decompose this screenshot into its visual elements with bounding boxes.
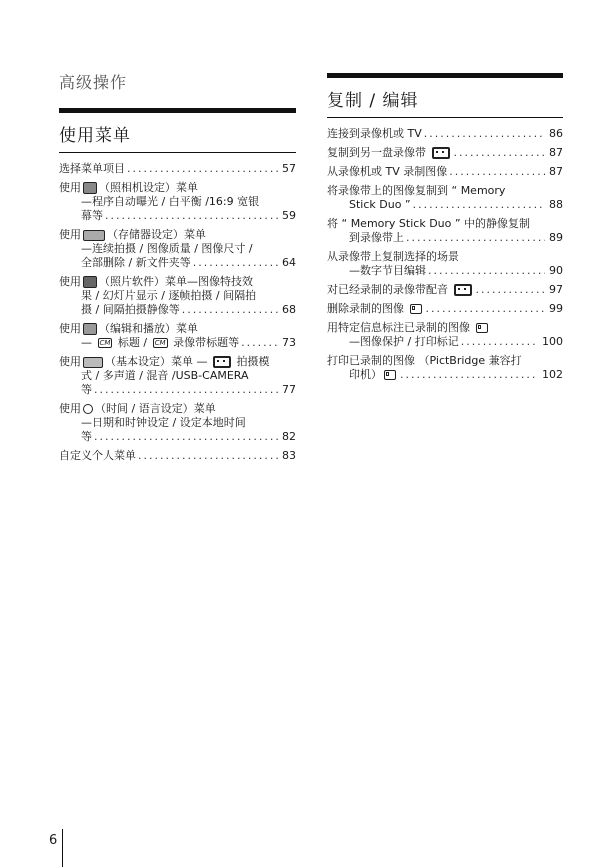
line-text <box>327 217 530 231</box>
page-ref[interactable]: 57 <box>282 162 296 175</box>
left-entries <box>59 162 296 463</box>
entry-text: Stick Duo ” <box>349 198 411 211</box>
cassette-memory-icon: CM <box>154 339 166 347</box>
page-ref[interactable]: 59 <box>282 209 296 222</box>
page-ref[interactable]: 77 <box>282 383 296 396</box>
line-text <box>81 256 191 270</box>
entry-text: 果 / 幻灯片显示 / 逐帧拍摄 / 间隔拍 <box>81 289 257 302</box>
line-text <box>349 335 459 349</box>
line-text <box>81 336 239 350</box>
toc-entry[interactable] <box>59 402 296 444</box>
toc-entry[interactable] <box>327 250 563 278</box>
page-ref[interactable]: 87 <box>549 165 563 178</box>
toc-line <box>59 430 296 444</box>
line-text <box>59 181 198 195</box>
line-text <box>327 127 422 141</box>
entry-text: 幕等 <box>81 209 103 222</box>
toc-entry[interactable] <box>59 228 296 270</box>
entry-prefix: 使用 <box>59 181 81 194</box>
entry-text: —日期和时钟设定 / 设定本地时间 <box>81 416 246 429</box>
toc-line <box>59 228 296 242</box>
leader-dots <box>424 127 545 141</box>
entry-text: 摄 / 间隔拍摄静像等 <box>81 303 180 316</box>
toc-line <box>327 198 563 212</box>
entry-text: （基本设定）菜单 — <box>105 355 211 368</box>
entry-text: 从录像带上复制选择的场景 <box>327 250 459 263</box>
leader-dots <box>105 209 278 223</box>
entry-text: 将录像带上的图像复制到 “ Memory <box>327 184 506 197</box>
line-text <box>81 289 256 303</box>
toc-line <box>59 162 296 176</box>
toc-entry[interactable] <box>327 165 563 179</box>
tape-icon <box>454 284 472 296</box>
entry-text: 用特定信息标注已录制的图像 <box>327 321 474 334</box>
page-ref[interactable]: 89 <box>549 231 563 244</box>
toc-line <box>59 402 296 416</box>
line-text <box>81 209 103 223</box>
line-text <box>59 449 136 463</box>
toc-line <box>327 146 563 160</box>
entry-prefix: 使用 <box>59 355 81 368</box>
line-text <box>327 165 447 179</box>
entry-text: （编辑和播放）菜单 <box>99 322 198 335</box>
heading-rule <box>59 108 296 113</box>
left-heading: 使用菜单 <box>59 121 296 153</box>
leader-dots <box>426 302 546 316</box>
memory-stick-icon <box>476 323 488 333</box>
line-text <box>327 321 490 335</box>
toc-entry[interactable] <box>59 275 296 317</box>
toc-line <box>327 165 563 179</box>
page-ref[interactable]: 86 <box>549 127 563 140</box>
line-text <box>81 430 92 444</box>
leader-dots <box>138 449 278 463</box>
line-text <box>349 264 426 278</box>
page-number: 6 <box>49 833 58 848</box>
toc-line <box>327 302 563 316</box>
right-heading: 复制 / 编辑 <box>327 86 563 118</box>
toc-entry[interactable] <box>59 355 296 397</box>
entry-text: 自定义个人菜单 <box>59 449 136 462</box>
toc-entry[interactable] <box>59 162 296 176</box>
toc-line <box>59 369 296 383</box>
leader-dots <box>454 146 546 160</box>
entry-prefix: 使用 <box>59 228 81 241</box>
toc-entry[interactable] <box>327 283 563 297</box>
page-ref[interactable]: 100 <box>542 335 563 348</box>
page-ref[interactable]: 90 <box>549 264 563 277</box>
toc-line <box>59 303 296 317</box>
page-ref[interactable]: 102 <box>542 368 563 381</box>
toc-line <box>59 242 296 256</box>
memory-settings-icon <box>83 230 105 241</box>
toc-line <box>59 322 296 336</box>
page-ref[interactable]: 83 <box>282 449 296 462</box>
tape-icon <box>432 147 450 159</box>
edit-play-icon <box>83 323 97 335</box>
page-ref[interactable]: 87 <box>549 146 563 159</box>
toc-entry[interactable] <box>59 449 296 463</box>
entry-text: —程序自动曝光 / 白平衡 /16:9 宽银 <box>81 195 260 208</box>
line-text <box>59 275 253 289</box>
entry-text: 打印已录制的图像 （PictBridge 兼容打 <box>327 354 522 367</box>
time-language-icon <box>83 404 93 414</box>
leader-dots <box>476 283 546 297</box>
entry-text: 到录像带上 <box>349 231 404 244</box>
toc-line <box>59 275 296 289</box>
line-text <box>349 198 411 212</box>
leader-dots <box>400 368 538 382</box>
entry-text: （存储器设定）菜单 <box>107 228 206 241</box>
entry-text: —数字节目编辑 <box>349 264 426 277</box>
toc-line <box>327 321 563 335</box>
entry-prefix: 使用 <box>59 275 81 288</box>
tape-icon <box>213 356 231 368</box>
entry-text: 录像带标题等 <box>169 336 240 349</box>
entry-prefix: 使用 <box>59 322 81 335</box>
entry-text: 印机） <box>349 368 382 381</box>
toc-line <box>327 283 563 297</box>
toc-line <box>59 449 296 463</box>
heading-rule <box>327 73 563 78</box>
line-text <box>81 195 259 209</box>
entry-text: 将 “ Memory Stick Duo ” 中的静像复制 <box>327 217 531 230</box>
page-ref[interactable]: 82 <box>282 430 296 443</box>
toc-line <box>59 383 296 397</box>
leader-dots <box>406 231 545 245</box>
entry-text: （照片软件）菜单—图像特技效 <box>99 275 253 288</box>
line-text <box>327 354 522 368</box>
right-column <box>327 73 563 387</box>
entry-text: 对已经录制的录像带配音 <box>327 283 452 296</box>
entry-text: 全部删除 / 新文件夹等 <box>81 256 191 269</box>
toc-entry[interactable] <box>327 354 563 382</box>
line-text <box>349 231 404 245</box>
toc-line <box>327 231 563 245</box>
toc-line <box>59 256 296 270</box>
line-text <box>327 283 474 297</box>
entry-prefix: 使用 <box>59 402 81 415</box>
toc-line <box>59 195 296 209</box>
line-text <box>59 322 198 336</box>
line-text <box>81 369 249 383</box>
line-text <box>327 146 452 160</box>
toc-entry[interactable] <box>327 321 563 349</box>
toc-line <box>327 127 563 141</box>
entry-text: 式 / 多声道 / 混音 /USB-CAMERA <box>81 369 249 382</box>
entry-text: —图像保护 / 打印标记 <box>349 335 459 348</box>
page-ref[interactable]: 64 <box>282 256 296 269</box>
line-text <box>327 184 505 198</box>
page-ref[interactable]: 68 <box>282 303 296 316</box>
entry-text: 选择菜单项目 <box>59 162 125 175</box>
cassette-memory-icon: CM <box>99 339 111 347</box>
leader-dots <box>127 162 278 176</box>
entry-text: — <box>81 336 96 349</box>
line-text <box>327 250 459 264</box>
entry-text: 复制到另一盘录像带 <box>327 146 430 159</box>
toc-line <box>327 184 563 198</box>
line-text <box>81 416 246 430</box>
entry-text: 拍摄模 <box>233 355 270 368</box>
toc-entry[interactable] <box>327 302 563 316</box>
leader-dots <box>182 303 278 317</box>
toc-line <box>327 217 563 231</box>
line-text <box>81 383 92 397</box>
page-ref[interactable]: 88 <box>549 198 563 211</box>
line-text <box>59 355 270 369</box>
toc-line <box>327 354 563 368</box>
entry-text: 从录像机或 TV 录制图像 <box>327 165 448 178</box>
entry-text: 删除录制的图像 <box>327 302 408 315</box>
page-ref[interactable]: 97 <box>549 283 563 296</box>
toc-line <box>59 355 296 369</box>
toc-line <box>59 416 296 430</box>
right-entries <box>327 127 563 382</box>
line-text <box>349 368 398 382</box>
memory-stick-icon <box>410 304 422 314</box>
page-number-bar <box>62 829 63 867</box>
toc-line <box>327 335 563 349</box>
leader-dots <box>193 256 278 270</box>
leader-dots <box>449 165 545 179</box>
toc-entry[interactable] <box>327 217 563 245</box>
leader-dots <box>94 430 278 444</box>
toc-line <box>327 368 563 382</box>
standard-settings-icon <box>83 357 103 368</box>
toc-entry[interactable] <box>59 181 296 223</box>
line-text <box>59 228 206 242</box>
entry-text: 标题 / <box>114 336 151 349</box>
toc-line <box>59 336 296 350</box>
entry-text: 等 <box>81 430 92 443</box>
entry-text: 等 <box>81 383 92 396</box>
line-text <box>327 302 424 316</box>
page-ref[interactable]: 73 <box>282 336 296 349</box>
toc-entry[interactable] <box>327 146 563 160</box>
memory-stick-icon <box>384 370 396 380</box>
entry-text: （时间 / 语言设定）菜单 <box>95 402 216 415</box>
toc-line <box>327 250 563 264</box>
line-text <box>81 242 253 256</box>
entry-text: —连续拍摄 / 图像质量 / 图像尺寸 / <box>81 242 253 255</box>
camera-settings-icon <box>83 182 97 194</box>
left-column <box>59 108 296 468</box>
line-text <box>81 303 180 317</box>
toc-line <box>327 264 563 278</box>
leader-dots <box>94 383 278 397</box>
leader-dots <box>241 336 278 350</box>
toc-entry[interactable] <box>327 127 563 141</box>
leader-dots <box>428 264 545 278</box>
page-ref[interactable]: 99 <box>549 302 563 315</box>
line-text <box>59 402 216 416</box>
entry-text: 连接到录像机或 TV <box>327 127 422 140</box>
toc-line <box>59 289 296 303</box>
toc-entry[interactable] <box>327 184 563 212</box>
picture-application-icon <box>83 276 97 288</box>
line-text <box>59 162 125 176</box>
toc-line <box>59 209 296 223</box>
entry-text: （照相机设定）菜单 <box>99 181 198 194</box>
leader-dots <box>413 198 545 212</box>
toc-entry[interactable] <box>59 322 296 350</box>
section-label: 高级操作 <box>59 73 128 92</box>
leader-dots <box>461 335 538 349</box>
toc-line <box>59 181 296 195</box>
